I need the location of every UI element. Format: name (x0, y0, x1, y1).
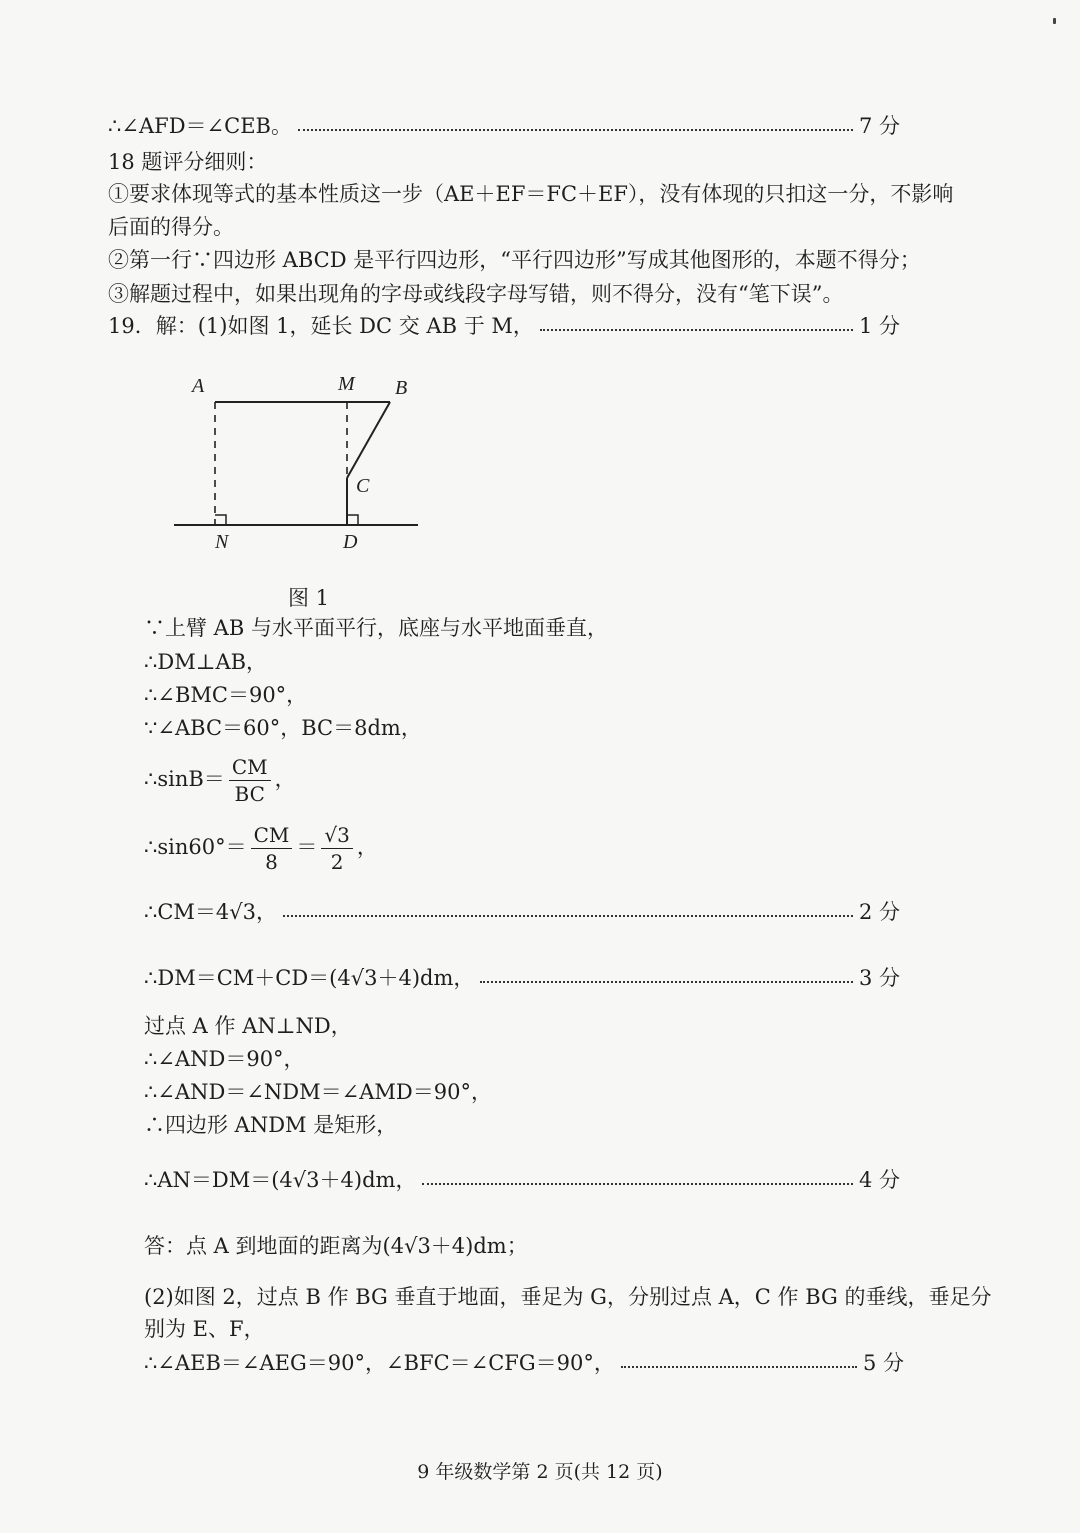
scan-speck (1053, 18, 1056, 24)
denominator: 8 (265, 850, 278, 874)
label-b: B (395, 377, 408, 399)
equals-sign: ＝ (296, 835, 318, 859)
fraction-cm-bc (229, 754, 271, 807)
right-angle-mark-d (347, 515, 358, 525)
part-2-line-1: (2)如图 2，过点 B 作 BG 垂直于地面，垂足为 G，分别过点 A，C 作 BG 的垂线，垂足分 (144, 1285, 992, 1309)
right-angle-mark-n (215, 515, 226, 525)
label-a: A (192, 375, 205, 397)
answer-line: 答：点 A 到地面的距离为(4√3＋4)dm； (144, 1234, 528, 1258)
figure-1-diagram (160, 368, 430, 568)
dot-leader (283, 915, 853, 917)
numerator: CM (251, 822, 293, 849)
solution-line-angles: ∴∠AND＝∠NDM＝∠AMD＝90°， (144, 1080, 492, 1104)
denominator: BC (234, 782, 265, 806)
dot-leader (298, 129, 853, 131)
label-m: M (338, 373, 355, 395)
score-label: 5 分 (862, 1351, 904, 1375)
fraction-root3-2 (321, 822, 352, 875)
score-label: 1 分 (858, 314, 900, 338)
denominator: 2 (330, 850, 344, 874)
fraction-cm-8 (251, 822, 293, 875)
dot-leader (540, 329, 853, 331)
dot-leader (422, 1183, 853, 1185)
rubric-item-2: ②第一行∵四边形 ABCD 是平行四边形，“平行四边形”写成其他图形的，本题不得分； (108, 248, 921, 272)
line-text: ∴AN＝DM＝(4√3＋4)dm， (144, 1168, 417, 1192)
solution-line-dm (144, 964, 900, 992)
score-label: 2 分 (858, 900, 900, 924)
numerator: √3 (321, 822, 352, 849)
score-label: 3 分 (858, 966, 900, 990)
page-footer: 9 年级数学第 2 页(共 12 页) (417, 1461, 663, 1483)
solution-line-1: ∵上臂 AB 与水平面平行，底座与水平地面垂直， (144, 616, 608, 640)
problem-19-line (108, 312, 900, 340)
expr-suffix: ， (274, 767, 296, 791)
expr-suffix: ， (356, 835, 378, 859)
solution-line-an-dm (144, 1166, 900, 1194)
expr-prefix: ∴sin60°＝ (144, 835, 247, 859)
solution-line-angle-and: ∴∠AND＝90°， (144, 1047, 305, 1071)
part-2-line-angles (144, 1349, 904, 1377)
figure-caption: 图 1 (288, 586, 330, 610)
solution-line-cm (144, 898, 900, 926)
rubric-item-1-cont: 后面的得分。 (108, 215, 234, 239)
rubric-item-1: ①要求体现等式的基本性质这一步（AE＋EF＝FC＋EF），没有体现的只扣这一分，不影响 (108, 182, 954, 206)
solution-line-sinb (144, 752, 296, 807)
line-text: ∴DM＝CM＋CD＝(4√3＋4)dm， (144, 966, 475, 990)
solution-line-sin60 (144, 820, 378, 875)
label-d: D (343, 531, 358, 553)
solution-line-rectangle: ∴四边形 ANDM 是矩形， (144, 1113, 398, 1137)
dot-leader (480, 981, 853, 983)
label-n: N (215, 531, 229, 553)
solution-line-an: 过点 A 作 AN⊥ND， (144, 1014, 352, 1038)
expr-prefix: ∴sinB＝ (144, 767, 225, 791)
line-afd-ceb (108, 112, 900, 140)
score-label: 7 分 (858, 114, 900, 138)
numerator: CM (229, 754, 271, 781)
part-2-line-2: 别为 E、F， (144, 1317, 265, 1341)
dot-leader (621, 1366, 857, 1368)
line-text: ∴∠AFD＝∠CEB。 (108, 114, 292, 138)
solution-line-4: ∵∠ABC＝60°，BC＝8dm， (144, 716, 422, 740)
line-text: ∴CM＝4√3， (144, 900, 278, 924)
solution-line-2: ∴DM⊥AB， (144, 650, 268, 674)
solution-line-3: ∴∠BMC＝90°， (144, 683, 308, 707)
rubric-title: 18 题评分细则： (108, 150, 268, 174)
rubric-item-3: ③解题过程中，如果出现角的字母或线段字母写错，则不得分，没有“笔下误”。 (108, 282, 844, 306)
label-c: C (356, 475, 370, 497)
segment-bc (347, 402, 390, 478)
score-label: 4 分 (858, 1168, 900, 1192)
line-text: 19．解：(1)如图 1，延长 DC 交 AB 于 M， (108, 314, 534, 338)
line-text: ∴∠AEB＝∠AEG＝90°，∠BFC＝∠CFG＝90°， (144, 1351, 615, 1375)
